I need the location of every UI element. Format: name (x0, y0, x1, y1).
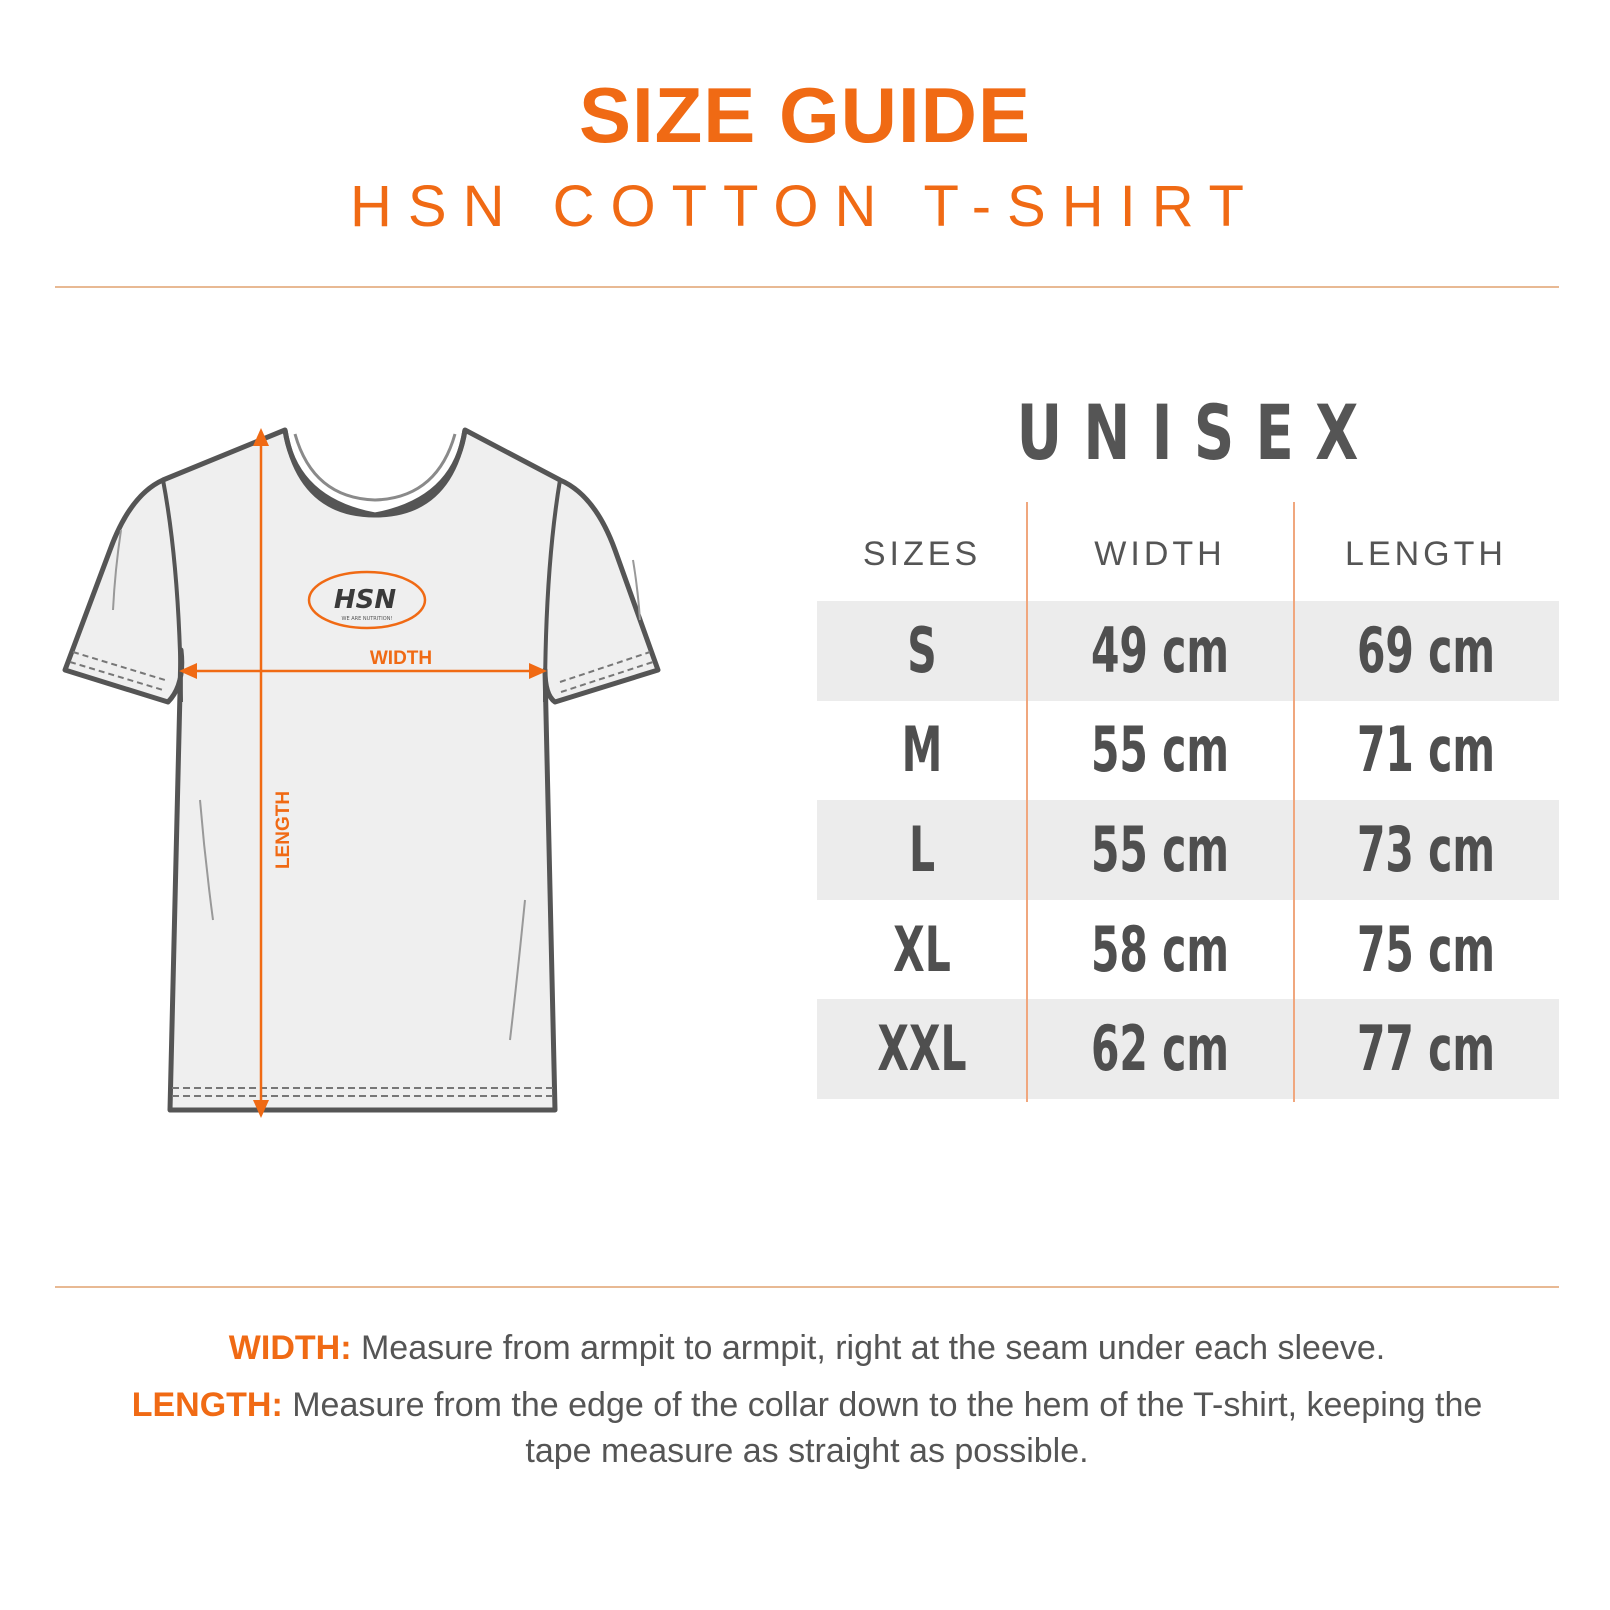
column-divider (1026, 502, 1028, 1102)
tshirt-outline (65, 430, 658, 1110)
top-divider (55, 286, 1559, 288)
width-instruction-text: Measure from armpit to armpit, right at the seam under each sleeve. (360, 1329, 1386, 1367)
table-row (817, 999, 1559, 1099)
length-instruction (55, 1382, 1559, 1474)
width-instruction (55, 1325, 1559, 1371)
length-cell: 73 cm (1356, 812, 1496, 886)
width-cell: 58 cm (1090, 912, 1230, 986)
table-row (817, 701, 1559, 801)
column-header-width: WIDTH (1094, 535, 1226, 573)
length-cell: 71 cm (1356, 713, 1496, 787)
table-heading: UNISEX (1016, 388, 1380, 477)
bottom-divider (55, 1286, 1559, 1288)
width-cell: 62 cm (1090, 1012, 1230, 1086)
length-instruction-text-2: tape measure as straight as possible. (525, 1432, 1089, 1470)
table-row (817, 601, 1559, 701)
length-instruction-label: LENGTH: (131, 1386, 283, 1424)
size-table (817, 601, 1559, 1099)
length-cell: 69 cm (1356, 613, 1496, 687)
size-cell: XXL (877, 1012, 967, 1086)
width-cell: 49 cm (1090, 613, 1230, 687)
width-cell: 55 cm (1090, 812, 1230, 886)
tshirt-diagram (55, 420, 695, 1160)
column-header-sizes: SIZES (862, 535, 982, 573)
size-cell: S (907, 613, 937, 687)
column-divider (1293, 502, 1295, 1102)
length-cell: 77 cm (1356, 1012, 1496, 1086)
size-cell: L (908, 812, 936, 886)
logo-text: HSN (333, 585, 397, 615)
length-instruction-text-1: Measure from the edge of the collar down to the hem of the T-shirt, keeping the (292, 1386, 1483, 1424)
page-title: SIZE GUIDE (578, 71, 1032, 159)
length-cell: 75 cm (1356, 912, 1496, 986)
table-row (817, 800, 1559, 900)
size-cell: M (901, 713, 943, 787)
logo-tagline: WE ARE NUTRITION! (341, 616, 393, 622)
column-header-length: LENGTH (1345, 535, 1507, 573)
size-cell: XL (893, 912, 951, 986)
table-row (817, 900, 1559, 1000)
width-cell: 55 cm (1090, 713, 1230, 787)
page-subtitle: HSN COTTON T-SHIRT (350, 174, 1260, 239)
length-arrow-label: LENGTH (273, 790, 294, 870)
width-arrow-label: WIDTH (369, 648, 433, 669)
width-instruction-label: WIDTH: (228, 1329, 352, 1367)
